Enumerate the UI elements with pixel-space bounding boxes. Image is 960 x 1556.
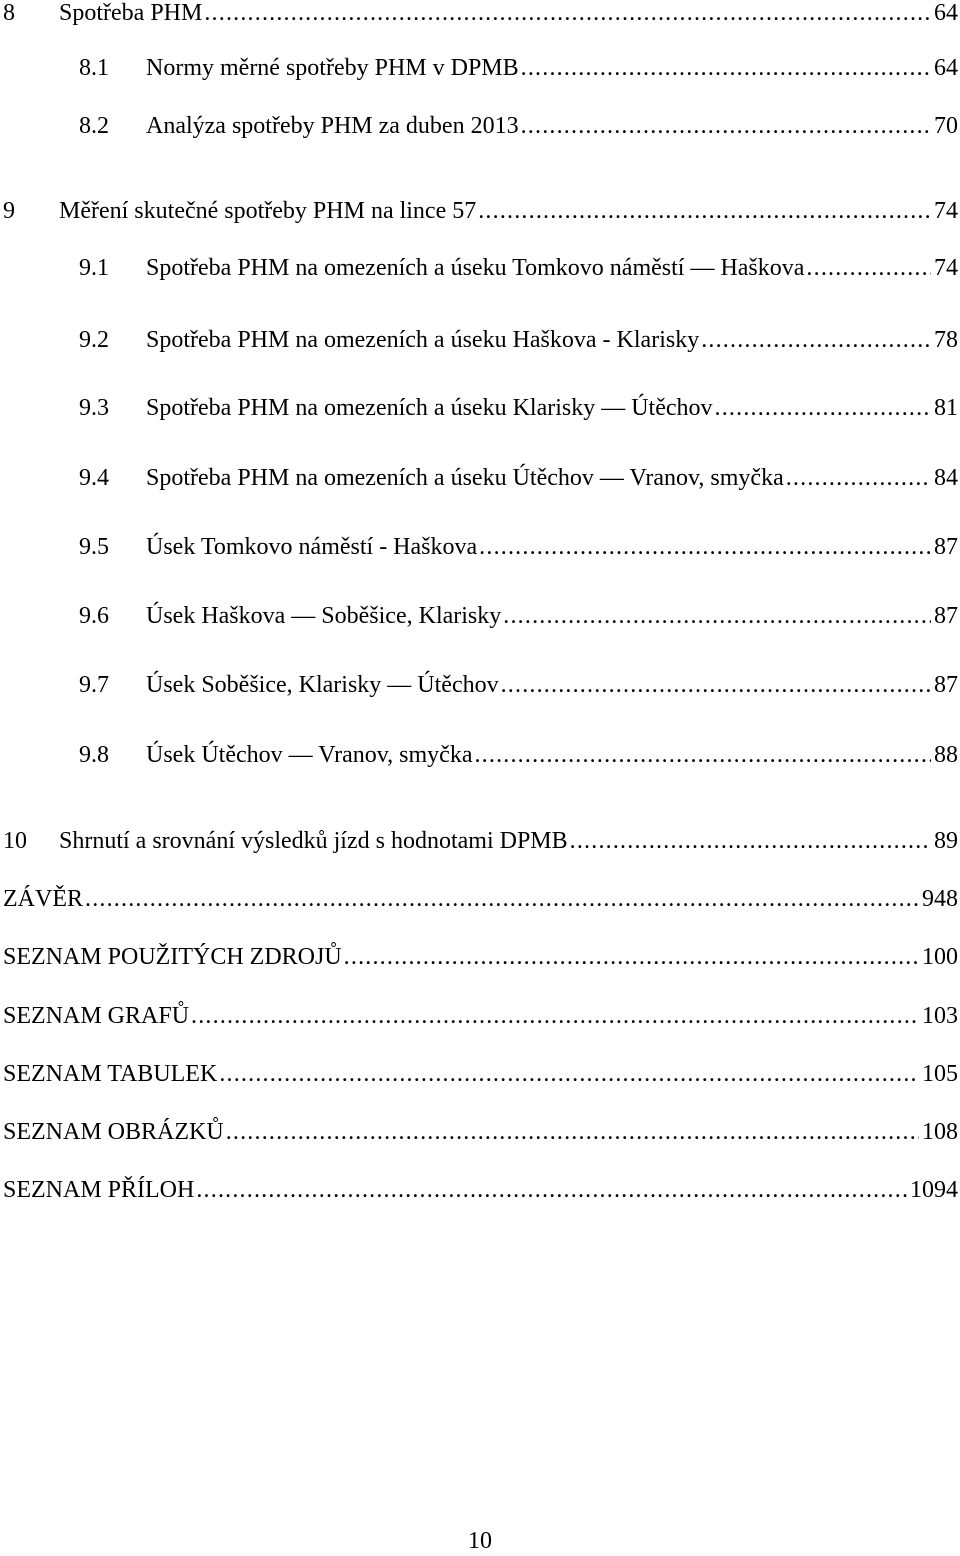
dot-leader bbox=[474, 740, 931, 770]
toc-entry-page: 89 bbox=[934, 828, 958, 854]
dot-leader bbox=[219, 1059, 919, 1089]
toc-entry-page: 88 bbox=[934, 742, 958, 768]
dot-leader bbox=[503, 601, 931, 631]
dot-leader bbox=[478, 196, 931, 226]
toc-entry[interactable] bbox=[0, 826, 960, 862]
toc-entry[interactable] bbox=[0, 1001, 960, 1037]
toc-entry[interactable] bbox=[0, 884, 960, 920]
toc-entry-title: Měření skutečné spotřeby PHM na lince 57 bbox=[59, 198, 477, 224]
toc-entry-title: Spotřeba PHM na omezeních a úseku Útěchov — Vranov, smyčka bbox=[146, 465, 784, 491]
dot-leader bbox=[701, 325, 931, 355]
toc-entry-page: 70 bbox=[934, 113, 958, 139]
toc-entry-title: SEZNAM PŘÍLOH bbox=[3, 1177, 195, 1203]
toc-entry[interactable] bbox=[0, 53, 960, 89]
toc-entry-page: 64 bbox=[934, 55, 958, 81]
toc-entry-page: 108 bbox=[922, 1119, 958, 1145]
toc-entry[interactable] bbox=[0, 196, 960, 232]
toc-entry-title: Analýza spotřeby PHM za duben 2013 bbox=[146, 113, 519, 139]
toc-entry-title: Úsek Tomkovo náměstí - Haškova bbox=[146, 534, 478, 560]
dot-leader bbox=[204, 0, 931, 28]
toc-entry[interactable] bbox=[0, 670, 960, 706]
toc-entry[interactable] bbox=[0, 0, 960, 34]
toc-entry-title: SEZNAM GRAFŮ bbox=[3, 1003, 190, 1029]
toc-entry[interactable] bbox=[0, 1175, 960, 1211]
toc-entry-page: 87 bbox=[934, 534, 958, 560]
toc-entry-page: 948 bbox=[922, 886, 958, 912]
toc-entry-title: ZÁVĚR bbox=[3, 886, 83, 912]
toc-entry[interactable] bbox=[0, 463, 960, 499]
toc-entry-number: 9.5 bbox=[79, 534, 109, 560]
toc-entry-title: Úsek Haškova — Soběšice, Klarisky bbox=[146, 603, 502, 629]
toc-entry-title: Spotřeba PHM na omezeních a úseku Tomkovo náměstí — Haškova bbox=[146, 255, 805, 281]
toc-entry[interactable] bbox=[0, 393, 960, 429]
toc-entry-page: 1094 bbox=[910, 1177, 958, 1203]
toc-entry-number: 9.3 bbox=[79, 395, 109, 421]
toc-entry-title: Spotřeba PHM na omezeních a úseku Klarisky — Útěchov bbox=[146, 395, 713, 421]
toc-entry-page: 78 bbox=[934, 327, 958, 353]
toc-entry-number: 9.4 bbox=[79, 465, 109, 491]
toc-entry[interactable] bbox=[0, 942, 960, 978]
toc-entry[interactable] bbox=[0, 532, 960, 568]
dot-leader bbox=[521, 111, 931, 141]
toc-entry-page: 87 bbox=[934, 603, 958, 629]
toc-entry-page: 87 bbox=[934, 672, 958, 698]
toc-entry-page: 84 bbox=[934, 465, 958, 491]
dot-leader bbox=[521, 53, 931, 83]
toc-entry-number: 9.8 bbox=[79, 742, 109, 768]
toc-entry-title: Shrnutí a srovnání výsledků jízd s hodnotami DPMB bbox=[59, 828, 568, 854]
toc-entry-title: SEZNAM TABULEK bbox=[3, 1061, 218, 1087]
toc-entry-title: Spotřeba PHM na omezeních a úseku Haškova - Klarisky bbox=[146, 327, 700, 353]
dot-leader bbox=[479, 532, 931, 562]
toc-entry-title: SEZNAM POUŽITÝCH ZDROJŮ bbox=[3, 944, 342, 970]
toc-entry-page: 81 bbox=[934, 395, 958, 421]
toc-entry-page: 103 bbox=[922, 1003, 958, 1029]
toc-entry[interactable] bbox=[0, 253, 960, 289]
toc-entry-number: 8.1 bbox=[79, 55, 109, 81]
toc-entry[interactable] bbox=[0, 1059, 960, 1095]
toc-entry-number: 9 bbox=[3, 198, 15, 224]
toc-entry-page: 64 bbox=[934, 0, 958, 26]
toc-entry-title: Normy měrné spotřeby PHM v DPMB bbox=[146, 55, 519, 81]
toc-entry[interactable] bbox=[0, 1117, 960, 1153]
toc-entry-title: Úsek Útěchov — Vranov, smyčka bbox=[146, 742, 473, 768]
toc-entry-title: Spotřeba PHM bbox=[59, 0, 203, 26]
toc-entry-page: 74 bbox=[934, 198, 958, 224]
toc-entry-number: 9.7 bbox=[79, 672, 109, 698]
toc-entry-page: 105 bbox=[922, 1061, 958, 1087]
toc-entry-number: 10 bbox=[3, 828, 27, 854]
dot-leader bbox=[191, 1001, 919, 1031]
dot-leader bbox=[786, 463, 931, 493]
toc-entry-number: 9.6 bbox=[79, 603, 109, 629]
dot-leader bbox=[501, 670, 931, 700]
toc-entry-title: Úsek Soběšice, Klarisky — Útěchov bbox=[146, 672, 499, 698]
toc-entry-number: 8 bbox=[3, 0, 15, 26]
toc-entry-number: 9.2 bbox=[79, 327, 109, 353]
toc-entry[interactable] bbox=[0, 740, 960, 776]
page-number: 10 bbox=[468, 1528, 492, 1554]
toc-entry-page: 74 bbox=[934, 255, 958, 281]
dot-leader bbox=[226, 1117, 919, 1147]
dot-leader bbox=[806, 253, 931, 283]
toc-entry-number: 9.1 bbox=[79, 255, 109, 281]
dot-leader bbox=[344, 942, 919, 972]
dot-leader bbox=[570, 826, 931, 856]
toc-entry[interactable] bbox=[0, 601, 960, 637]
toc-entry[interactable] bbox=[0, 111, 960, 147]
toc-entry-title: SEZNAM OBRÁZKŮ bbox=[3, 1119, 224, 1145]
toc-entry-page: 100 bbox=[922, 944, 958, 970]
toc-entry-number: 8.2 bbox=[79, 113, 109, 139]
dot-leader bbox=[85, 884, 919, 914]
dot-leader bbox=[196, 1175, 907, 1205]
dot-leader bbox=[715, 393, 931, 423]
toc-entry[interactable] bbox=[0, 325, 960, 361]
